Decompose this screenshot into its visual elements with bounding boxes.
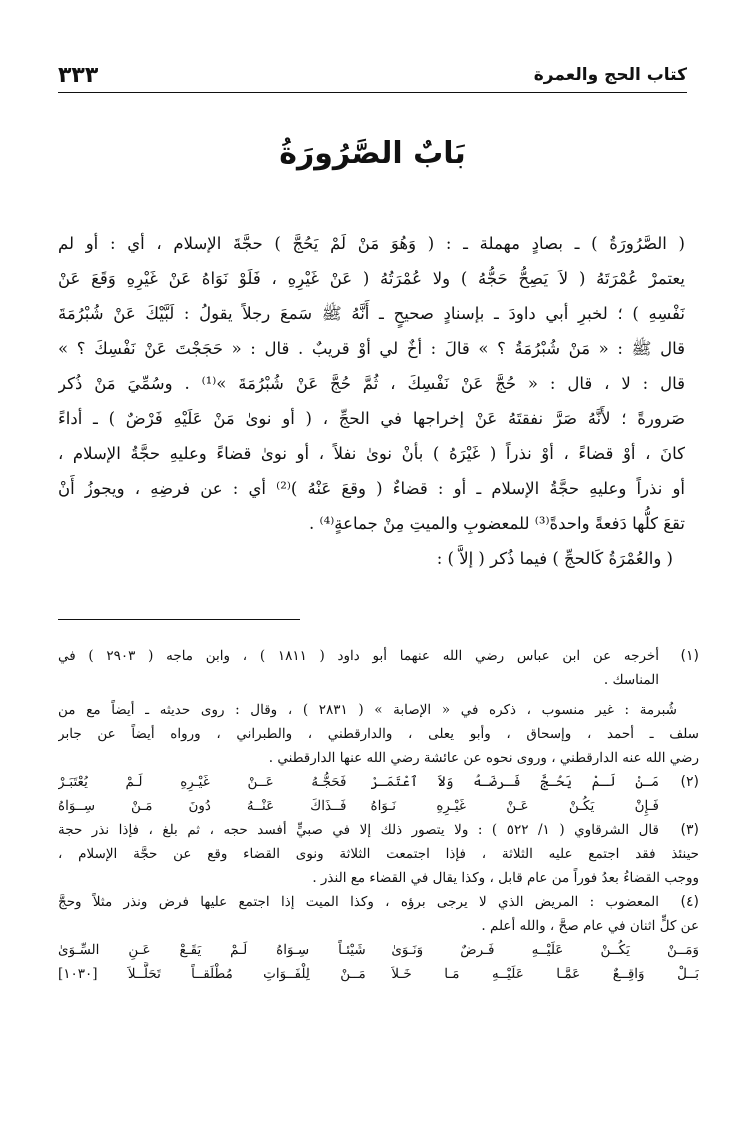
- verse-hemistich: فَحَجُّـهُ عَــنْ غَيْـرِهِ لَـمْ يُعْتَبَـرْ: [58, 774, 347, 790]
- footnote-2: [58, 770, 699, 818]
- verse-line: [58, 770, 659, 794]
- body-line: ( والعُمْرَةُ كَالحجِّ ) فيما ذُكر ( إلاَّ ) :: [436, 549, 673, 568]
- footnote-line: أخرجه عن ابن عباس رضي الله عنهما أبو داود ( ١٨١١ ) ، وابن ماجه ( ٢٩٠٣ ) في: [58, 648, 659, 664]
- body-line: ( الصَّرُورَةُ ) ـ بصادٍ مهملة ـ : ( وَهُوَ مَنْ لَمْ يَحُجَّ ) حجَّةَ الإسلام ، أي : أو لم: [58, 234, 685, 253]
- footnote-line: رضي الله عنه الدارقطني ، وروى نحوه عن عائشة رضي الله عنها الدارقطني .: [268, 750, 699, 766]
- verse-line: [58, 794, 659, 818]
- footnote-3: [58, 818, 699, 890]
- footnote-number: (١): [680, 648, 699, 664]
- verse-line: [58, 938, 699, 962]
- body-line: أو نذراً وعليهِ حجَّةُ الإسلام ـ أو : قضاءٌ ( وقعَ عَنْهُ )⁽²⁾ أي : عن فرضِهِ ، ويجوزُ أَنْ: [58, 479, 685, 498]
- verse-hemistich: شَيْئـاً سِـوَاهُ لَـمْ يَقَـعْ عَـنِ السِّـوَىٰ: [58, 942, 366, 958]
- footnotes: [58, 644, 699, 986]
- footnote-number: (٢): [680, 774, 699, 790]
- body-line: قال : لا ، قال : « حُجَّ عَنْ نَفْسِكَ ، ثُمَّ حُجَّ عَنْ شُبْرُمَةَ »⁽¹⁾ . وسُمِّيَ مَنْ ذُكر: [58, 374, 685, 393]
- footnote-line: ووجب القضاءُ بعدُ فوراً من عام قابل ، وكذا يقال في القضاء مع النذر .: [312, 870, 699, 886]
- body-line: صَرورةً ؛ لأَنَّهُ صَرَّ نفقتَهُ عَنْ إخراجها في الحجِّ ، ( أو نوىٰ مَنْ عَلَيْهِ فَرْضٌ ) ـ أداءً: [58, 409, 685, 428]
- footnote-divider: [58, 619, 300, 620]
- footnote-line: حينئذ فقد اجتمع عليه الثلاثة ، فإذا اجتمعت الثلاثة ونوى القضاء وقع عن حجَّة الإسلام ،: [58, 846, 699, 862]
- verse-hemistich: وَمَــنْ يَكُــنْ عَلَيْــهِ فَـرضٌ وَنَـوَىٰ: [391, 942, 699, 958]
- book-title: كتاب الحج والعمرة: [533, 65, 687, 85]
- body-line: تقعَ كلُّها دَفعةً واحدةً⁽³⁾ للمعضوبِ والميتِ مِنْ جماعةٍ⁽⁴⁾ .: [309, 514, 685, 533]
- footnote-line: المعضوب : المريض الذي لا يرجى برؤه ، وكذا الميت إذا اجتمع عليها فرض ونذر مثلاً وحجَّ: [58, 894, 659, 910]
- body-line: قال ﷺ : « مَنْ شُبْرُمَةُ ؟ » قالَ : أخٌ لي أوْ قريبٌ . قال : « حَجَجْتَ عَنْ نَفْسِكَ ؟ »: [58, 339, 685, 358]
- main-text: [58, 226, 685, 576]
- footnote-1: [58, 644, 699, 770]
- chapter-title: بَابٌ الصَّرُورَةُ: [279, 136, 466, 171]
- verse-hemistich: فَـإِنْ يَكُـنْ عَـنْ غَيْـرِهِ نَـوَاهُ: [370, 798, 659, 814]
- footnote-line: شُبرمة : غير منسوب ، ذكره في « الإصابة » ( ٢٨٣١ ) ، وقال : روى حديثه ـ أيضاً مع من: [58, 702, 677, 718]
- footnote-line: سلف ـ أحمد ، وإسحاق ، وأبو يعلى ، والدارقطني ، والطبراني ، ورواه أيضاً عن جابر: [58, 726, 699, 742]
- body-line: كانَ ، أوْ قضاءً ، أوْ نذراً ( غَيْرَهُ ) بأنْ نوىٰ نفلاً ، أو نوىٰ قضاءً وعليهِ حجَّةُ الإسلام ،: [58, 444, 685, 463]
- verse-hemistich: مَــنْ لِلْفَــوَاتِ مُطْلَقــاً تَحَلَّــلاَ [١٠٣٠]: [58, 966, 366, 982]
- page-number: ٣٣٣: [58, 62, 99, 88]
- verse-line: [58, 962, 699, 986]
- verse-hemistich: مَـنْ لَـمْ يَحُـجَّ فَـرضَـهُ وَلاَ ٱعْتَمَـرْ: [370, 774, 659, 790]
- footnote-line: عن كلٍّ اثنان في عام صحَّ ، والله أعلم .: [481, 918, 699, 934]
- footnote-4: [58, 890, 699, 986]
- body-line: يعتمرْ عُمْرَتَهُ ( لاَ يَصِحُّ حَجُّهُ ) ولا عُمْرَتُهُ ( عَنْ غَيْرِهِ ، فَلَوْ نَوَاهُ عَنْ غَيْرِهِ وَقَعَ عَنْ: [58, 269, 685, 288]
- footnote-number: (٤): [680, 894, 699, 910]
- footnote-number: (٣): [680, 822, 699, 838]
- verse-hemistich: فَــذَاكَ عَنْــهُ دُونَ مَـنْ سِــوَاهُ: [58, 798, 347, 814]
- footnote-line: قال الشرقاوي ( ١/ ٥٢٢ ) : ولا يتصور ذلك إلا في صبيٍّ أفسد حجه ، ثم بلغ ، فإذا نذر حجة: [58, 822, 659, 838]
- running-header: [58, 58, 687, 93]
- footnote-line: المناسك .: [603, 672, 659, 688]
- verse-hemistich: بَــلْ وَاقِــعٌ عَمَّـا عَلَيْــهِ مَـا خَـلاَ: [391, 966, 699, 982]
- body-line: نَفْسِهِ ) ؛ لخبرِ أبي داودَ ـ بإسنادٍ صحيحٍ ـ أَنَّهُ ﷺ سَمعَ رجلاً يقولُ : لَبَّيْكَ عَنْ شُبْرُمَةَ: [58, 304, 685, 323]
